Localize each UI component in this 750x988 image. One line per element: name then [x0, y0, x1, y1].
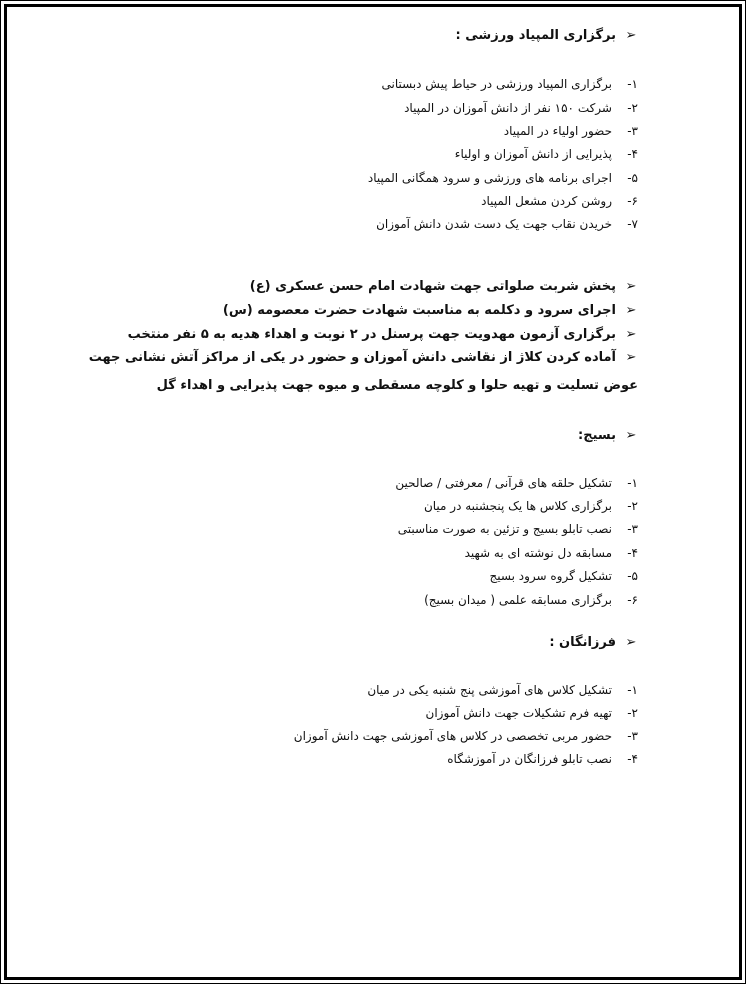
list-item: ۵-اجرای برنامه های ورزشی و سرود همگانی المپیاد — [367, 171, 638, 185]
basij-title: بسیج: — [578, 428, 616, 443]
list-item: ۲-تهیه فرم تشکیلات جهت دانش آموزان — [425, 706, 638, 720]
farzanegan-title: فرزانگان : — [549, 635, 616, 650]
check-arrow-icon: ➢ — [625, 327, 637, 342]
list-item: ۳-حضور اولیاء در المپیاد — [503, 124, 638, 138]
check-arrow-icon: ➢ — [625, 635, 637, 650]
check-arrow-icon: ➢ — [625, 303, 637, 318]
list-item: ۵-تشکیل گروه سرود بسیج — [489, 569, 638, 583]
sports-title: برگزاری المپیاد ورزشی : — [455, 28, 616, 43]
check-arrow-icon: ➢ — [625, 350, 637, 365]
list-item: ۳-نصب تابلو بسیج و تزئین به صورت مناسبتی — [397, 522, 638, 536]
list-item: ۲-برگزاری کلاس ها یک پنجشنبه در میان — [423, 499, 638, 513]
list-item: ۴-مسابقه دل نوشته ای به شهید — [464, 546, 638, 560]
list-item: ۴-نصب تابلو فرزانگان در آموزشگاه — [447, 752, 638, 766]
check-arrow-icon: ➢ — [625, 428, 637, 443]
list-item: ۶-برگزاری مسابقه علمی ( میدان بسیج) — [424, 593, 638, 607]
list-item: ۲-شرکت ۱۵۰ نفر از دانش آموزان در المپیاد — [404, 101, 638, 115]
list-item: ۳-حضور مربی تخصصی در کلاس های آموزشی جهت دانش آموزان — [293, 729, 638, 743]
event-item: ➢اجرای سرود و دکلمه به مناسبت شهادت حضرت معصومه (س) — [222, 303, 637, 318]
sports-heading — [456, 28, 638, 43]
event-item: ➢آماده کردن کلاژ از نقاشی دانش آموزان و حضور در یکی از مراکز آتش نشانی جهت عوض تسلیت و تهیه حلوا و کلوچه مسقطی و میوه جهت پذیرایی و اهداء گل — [78, 344, 638, 400]
check-arrow-icon: ➢ — [625, 279, 637, 294]
basij-heading — [578, 428, 638, 443]
list-item: ۱-تشکیل حلقه های قرآنی / معرفتی / صالحین — [395, 476, 638, 490]
list-item: ۱-برگزاری المپیاد ورزشی در حیاط پیش دبستانی — [381, 77, 638, 91]
list-item: ۴-پذیرایی از دانش آموزان و اولیاء — [454, 147, 638, 161]
check-arrow-icon: ➢ — [625, 28, 637, 43]
list-item: ۱-تشکیل کلاس های آموزشی پنج شنبه یکی در میان — [367, 683, 638, 697]
list-item: ۶-روشن کردن مشعل المپیاد — [481, 194, 638, 208]
farzanegan-heading — [549, 635, 638, 650]
event-item: ➢پخش شربت صلواتی جهت شهادت امام حسن عسکری (ع) — [249, 279, 637, 294]
list-item: ۷-خریدن نقاب جهت یک دست شدن دانش آموزان — [376, 217, 638, 231]
event-item: ➢برگزاری آزمون مهدویت جهت پرسنل در ۲ نوبت و اهداء هدیه به ۵ نفر منتخب — [127, 327, 637, 342]
